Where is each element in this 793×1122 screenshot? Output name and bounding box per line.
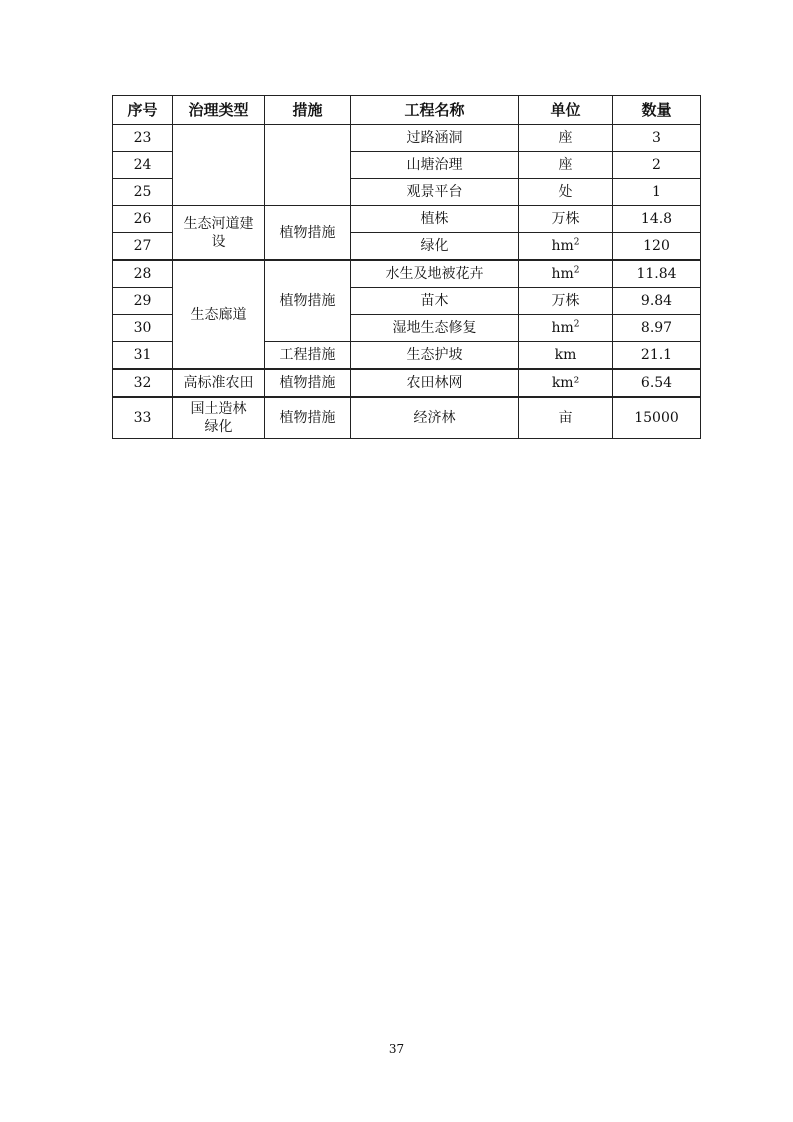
unit-base: hm bbox=[551, 320, 574, 336]
cell-qty: 120 bbox=[613, 233, 701, 261]
table-row bbox=[113, 397, 701, 439]
cell-no: 26 bbox=[113, 206, 173, 233]
cell-unit bbox=[519, 260, 613, 288]
table-header-row bbox=[113, 96, 701, 125]
cell-unit bbox=[519, 315, 613, 342]
cell-measure: 植物措施 bbox=[265, 369, 351, 397]
cell-no: 27 bbox=[113, 233, 173, 261]
cell-unit: km bbox=[519, 342, 613, 370]
header-no: 序号 bbox=[113, 96, 173, 125]
cell-qty: 14.8 bbox=[613, 206, 701, 233]
cell-type bbox=[173, 397, 265, 439]
cell-no: 29 bbox=[113, 288, 173, 315]
cell-measure-empty bbox=[265, 125, 351, 206]
cell-name: 湿地生态修复 bbox=[351, 315, 519, 342]
unit-superscript: 2 bbox=[573, 237, 580, 248]
cell-type-line-2: 绿化 bbox=[204, 419, 233, 435]
cell-name: 山塘治理 bbox=[351, 152, 519, 179]
header-qty: 数量 bbox=[613, 96, 701, 125]
cell-qty: 3 bbox=[613, 125, 701, 152]
cell-name: 苗木 bbox=[351, 288, 519, 315]
cell-no: 32 bbox=[113, 369, 173, 397]
cell-measure: 工程措施 bbox=[265, 342, 351, 370]
cell-no: 24 bbox=[113, 152, 173, 179]
cell-name: 植株 bbox=[351, 206, 519, 233]
cell-type-line-1: 国土造林 bbox=[190, 401, 247, 417]
header-type: 治理类型 bbox=[173, 96, 265, 125]
cell-name: 过路涵洞 bbox=[351, 125, 519, 152]
cell-no: 30 bbox=[113, 315, 173, 342]
cell-qty: 9.84 bbox=[613, 288, 701, 315]
engineering-table bbox=[112, 95, 701, 439]
cell-unit bbox=[519, 233, 613, 261]
cell-qty: 6.54 bbox=[613, 369, 701, 397]
page-number: 37 bbox=[388, 1042, 405, 1056]
cell-unit: 处 bbox=[519, 179, 613, 206]
cell-type: 生态河道建设 bbox=[173, 206, 265, 261]
table-row bbox=[113, 206, 701, 233]
cell-name: 水生及地被花卉 bbox=[351, 260, 519, 288]
header-measure: 措施 bbox=[265, 96, 351, 125]
cell-name: 观景平台 bbox=[351, 179, 519, 206]
cell-unit: 座 bbox=[519, 125, 613, 152]
unit-superscript: 2 bbox=[573, 265, 580, 276]
cell-type-empty bbox=[173, 125, 265, 206]
cell-no: 23 bbox=[113, 125, 173, 152]
cell-no: 28 bbox=[113, 260, 173, 288]
cell-qty: 1 bbox=[613, 179, 701, 206]
cell-qty: 2 bbox=[613, 152, 701, 179]
cell-qty: 21.1 bbox=[613, 342, 701, 370]
header-unit: 单位 bbox=[519, 96, 613, 125]
cell-type: 高标准农田 bbox=[173, 369, 265, 397]
cell-unit: 亩 bbox=[519, 397, 613, 439]
cell-type: 生态廊道 bbox=[173, 260, 265, 369]
header-name: 工程名称 bbox=[351, 96, 519, 125]
cell-no: 33 bbox=[113, 397, 173, 439]
cell-unit: km² bbox=[519, 369, 613, 397]
cell-unit: 万株 bbox=[519, 206, 613, 233]
cell-qty: 8.97 bbox=[613, 315, 701, 342]
cell-name: 生态护坡 bbox=[351, 342, 519, 370]
cell-name: 经济林 bbox=[351, 397, 519, 439]
cell-qty: 15000 bbox=[613, 397, 701, 439]
cell-name: 农田林网 bbox=[351, 369, 519, 397]
cell-no: 25 bbox=[113, 179, 173, 206]
cell-qty: 11.84 bbox=[613, 260, 701, 288]
unit-base: hm bbox=[551, 238, 574, 254]
cell-unit: 万株 bbox=[519, 288, 613, 315]
table-row bbox=[113, 260, 701, 288]
cell-measure: 植物措施 bbox=[265, 397, 351, 439]
unit-superscript: 2 bbox=[573, 319, 580, 330]
cell-name: 绿化 bbox=[351, 233, 519, 261]
table-row bbox=[113, 125, 701, 152]
cell-measure: 植物措施 bbox=[265, 206, 351, 261]
cell-unit: 座 bbox=[519, 152, 613, 179]
cell-measure: 植物措施 bbox=[265, 260, 351, 342]
unit-base: hm bbox=[551, 266, 574, 282]
cell-no: 31 bbox=[113, 342, 173, 370]
table-row bbox=[113, 369, 701, 397]
